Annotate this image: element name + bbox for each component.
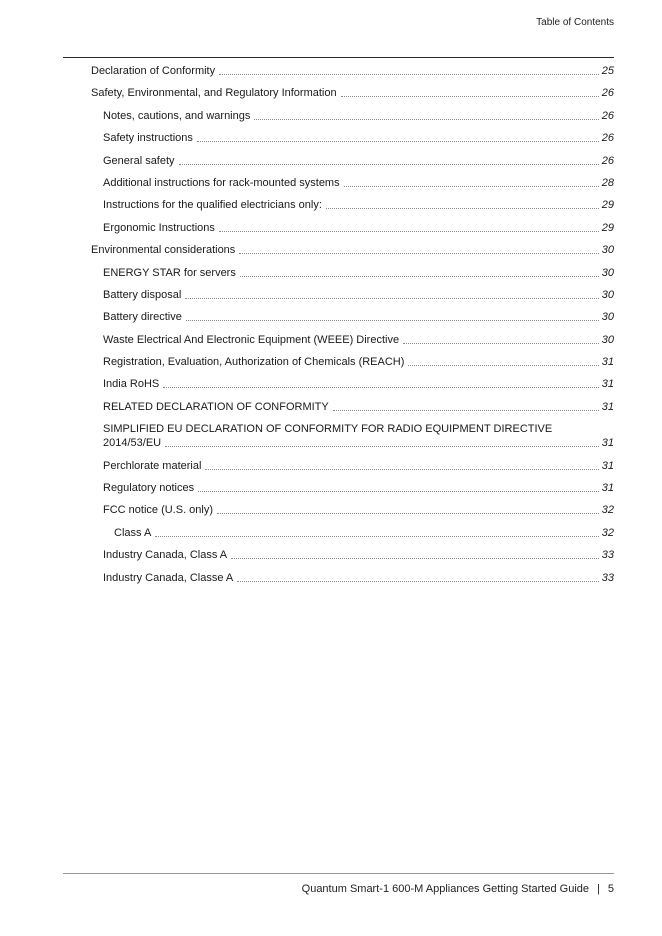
- toc-leader-dots: [219, 231, 599, 232]
- toc-leader-dots: [179, 164, 599, 165]
- toc-entry-page: 29: [601, 199, 614, 212]
- toc-entry[interactable]: [91, 176, 614, 190]
- toc-entry-page: 30: [601, 266, 614, 279]
- toc-entry-title: Safety, Environmental, and Regulatory Information: [91, 87, 337, 100]
- toc-entry-title: Class A: [114, 526, 152, 539]
- toc-entry-title: Registration, Evaluation, Authorization of Chemicals (REACH): [103, 356, 405, 369]
- toc-entry[interactable]: [91, 131, 614, 145]
- page-footer: [302, 883, 614, 895]
- footer-guide-title: Quantum Smart-1 600-M Appliances Getting Started Guide: [301, 883, 590, 895]
- footer-rule: [63, 873, 614, 874]
- toc-leader-dots: [326, 208, 599, 209]
- toc-entry[interactable]: [91, 310, 614, 324]
- toc-leader-dots: [344, 186, 599, 187]
- toc-entry-page: 33: [601, 549, 614, 562]
- toc-entry-title: Safety instructions: [103, 132, 193, 145]
- toc-leader-dots: [198, 491, 599, 492]
- toc-entry[interactable]: [91, 288, 614, 302]
- toc-entry[interactable]: [91, 377, 614, 391]
- toc-entry-title-line1: SIMPLIFIED EU DECLARATION OF CONFORMITY FOR RADIO EQUIPMENT DIRECTIVE: [103, 423, 553, 436]
- toc-entry-title: RELATED DECLARATION OF CONFORMITY: [103, 400, 329, 413]
- toc-entry-title: Environmental considerations: [91, 244, 236, 257]
- toc-entry-page: 31: [601, 437, 614, 450]
- toc-entry-title: Notes, cautions, and warnings: [103, 109, 251, 122]
- toc-leader-dots: [163, 387, 598, 388]
- toc-entry-title: Additional instructions for rack-mounted systems: [103, 176, 340, 189]
- toc-entry-title: Battery directive: [103, 311, 182, 324]
- toc-leader-dots: [231, 558, 599, 559]
- toc-entry-page: 26: [601, 154, 614, 167]
- toc-entry-page: 30: [601, 311, 614, 324]
- toc-entry-page: 25: [601, 65, 614, 77]
- toc-entry-title: Industry Canada, Classe A: [103, 571, 234, 584]
- toc-entry[interactable]: [91, 266, 614, 280]
- table-of-contents: [91, 64, 614, 593]
- toc-entry[interactable]: [91, 154, 614, 168]
- toc-entry[interactable]: [91, 109, 614, 123]
- toc-entry-page: 26: [601, 132, 614, 145]
- toc-leader-dots: [185, 298, 598, 299]
- toc-entry-line2: [103, 436, 602, 450]
- toc-entry[interactable]: [91, 422, 614, 450]
- toc-entry[interactable]: [91, 481, 614, 495]
- toc-entry-page: 32: [601, 504, 614, 517]
- toc-entry-page: 31: [601, 400, 614, 413]
- toc-entry-title: Instructions for the qualified electricians only:: [103, 199, 322, 212]
- footer-page-number: 5: [607, 883, 614, 895]
- toc-leader-dots: [197, 141, 599, 142]
- toc-entry-title: Regulatory notices: [103, 482, 195, 495]
- toc-leader-dots: [254, 119, 598, 120]
- toc-leader-dots: [403, 343, 599, 344]
- toc-entry[interactable]: [91, 333, 614, 347]
- header-title: Table of Contents: [536, 17, 614, 28]
- toc-entry-title: Battery disposal: [103, 288, 182, 301]
- toc-entry[interactable]: [91, 64, 614, 78]
- toc-entry-page: 26: [601, 87, 614, 100]
- toc-leader-dots: [219, 74, 599, 75]
- toc-entry[interactable]: [91, 526, 614, 540]
- toc-leader-dots: [217, 513, 599, 514]
- toc-entry[interactable]: [91, 503, 614, 517]
- toc-entry-title-block: [103, 422, 602, 450]
- toc-leader-dots: [237, 581, 599, 582]
- toc-entry-title: ENERGY STAR for servers: [103, 266, 236, 279]
- header-rule: [63, 57, 614, 58]
- toc-entry-title: Declaration of Conformity: [91, 65, 216, 77]
- toc-entry-page: 32: [601, 526, 614, 539]
- toc-leader-dots: [240, 276, 599, 277]
- toc-entry-title: FCC notice (U.S. only): [103, 504, 214, 517]
- toc-leader-dots: [205, 469, 598, 470]
- toc-entry[interactable]: [91, 243, 614, 257]
- toc-entry-title-line2: 2014/53/EU: [103, 437, 162, 450]
- toc-entry-title: Perchlorate material: [103, 459, 202, 472]
- toc-entry[interactable]: [91, 86, 614, 100]
- toc-leader-dots: [341, 96, 599, 97]
- toc-entry-page: 26: [601, 109, 614, 122]
- toc-entry-page: 28: [601, 176, 614, 189]
- toc-entry-page: 31: [601, 356, 614, 369]
- toc-entry[interactable]: [91, 400, 614, 414]
- toc-entry-page: 30: [601, 333, 614, 346]
- toc-leader-dots: [333, 410, 599, 411]
- toc-leader-dots: [165, 446, 599, 447]
- footer-separator: |: [597, 883, 600, 895]
- toc-entry-title: Waste Electrical And Electronic Equipment (WEEE) Directive: [103, 333, 400, 346]
- toc-entry-page: 30: [601, 244, 614, 257]
- toc-leader-dots: [408, 365, 598, 366]
- toc-entry-title: Ergonomic Instructions: [103, 221, 215, 234]
- toc-entry-page: 30: [601, 288, 614, 301]
- toc-entry[interactable]: [91, 221, 614, 235]
- toc-entry-title: General safety: [103, 154, 175, 167]
- toc-entry[interactable]: [91, 459, 614, 473]
- toc-entry[interactable]: [91, 548, 614, 562]
- toc-leader-dots: [239, 253, 598, 254]
- toc-entry-title: India RoHS: [103, 378, 160, 391]
- toc-entry[interactable]: [91, 355, 614, 369]
- toc-entry[interactable]: [91, 571, 614, 585]
- toc-leader-dots: [186, 320, 599, 321]
- toc-entry-page: 29: [601, 221, 614, 234]
- toc-entry-page: 31: [601, 482, 614, 495]
- toc-entry[interactable]: [91, 198, 614, 212]
- toc-leader-dots: [155, 536, 598, 537]
- toc-entry-page: 31: [601, 459, 614, 472]
- toc-entry-page: 33: [601, 571, 614, 584]
- toc-entry-page: 31: [601, 378, 614, 391]
- toc-entry-title: Industry Canada, Class A: [103, 549, 228, 562]
